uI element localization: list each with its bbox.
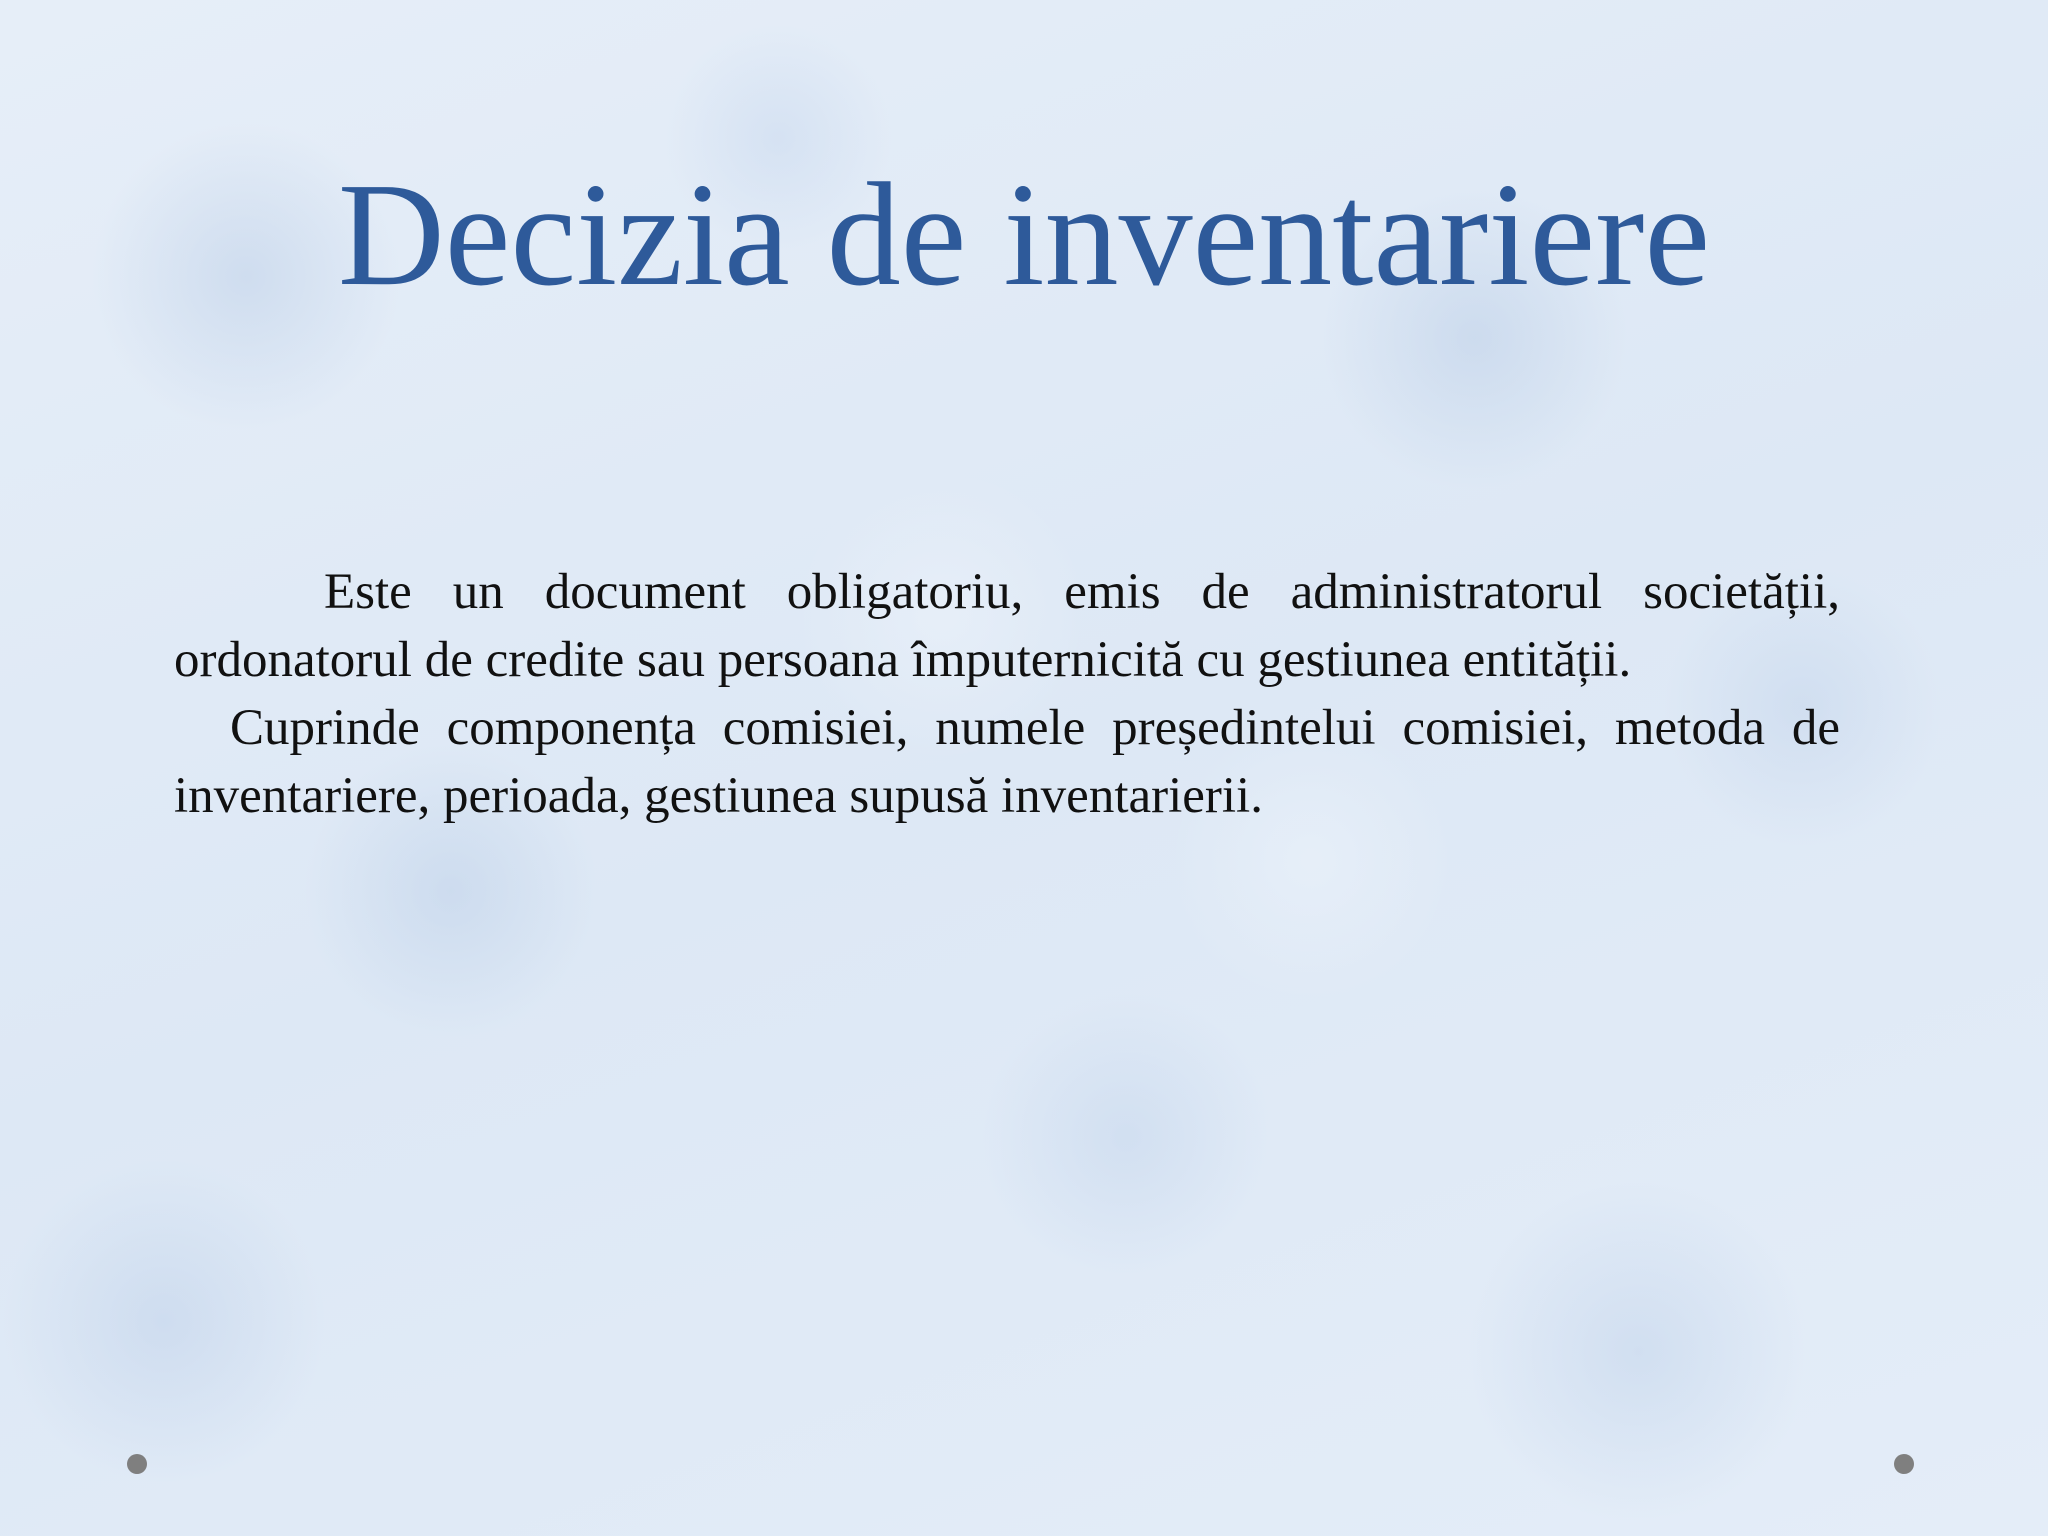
corner-dot-left-icon [127, 1454, 147, 1474]
body-paragraph-1: Este un document obligatoriu, emis de administratorul societății, ordonatorul de credite sau persoana împuternicită cu gestiunea entității. [174, 564, 1840, 688]
slide-body [174, 558, 1840, 830]
slide-title: Decizia de inventariere [337, 153, 1711, 317]
corner-dot-right-icon [1894, 1454, 1914, 1474]
body-paragraph-2: Cuprinde componența comisiei, numele președintelui comisiei, metoda de inventariere, perioada, gestiunea supusă inventarierii. [174, 700, 1840, 824]
